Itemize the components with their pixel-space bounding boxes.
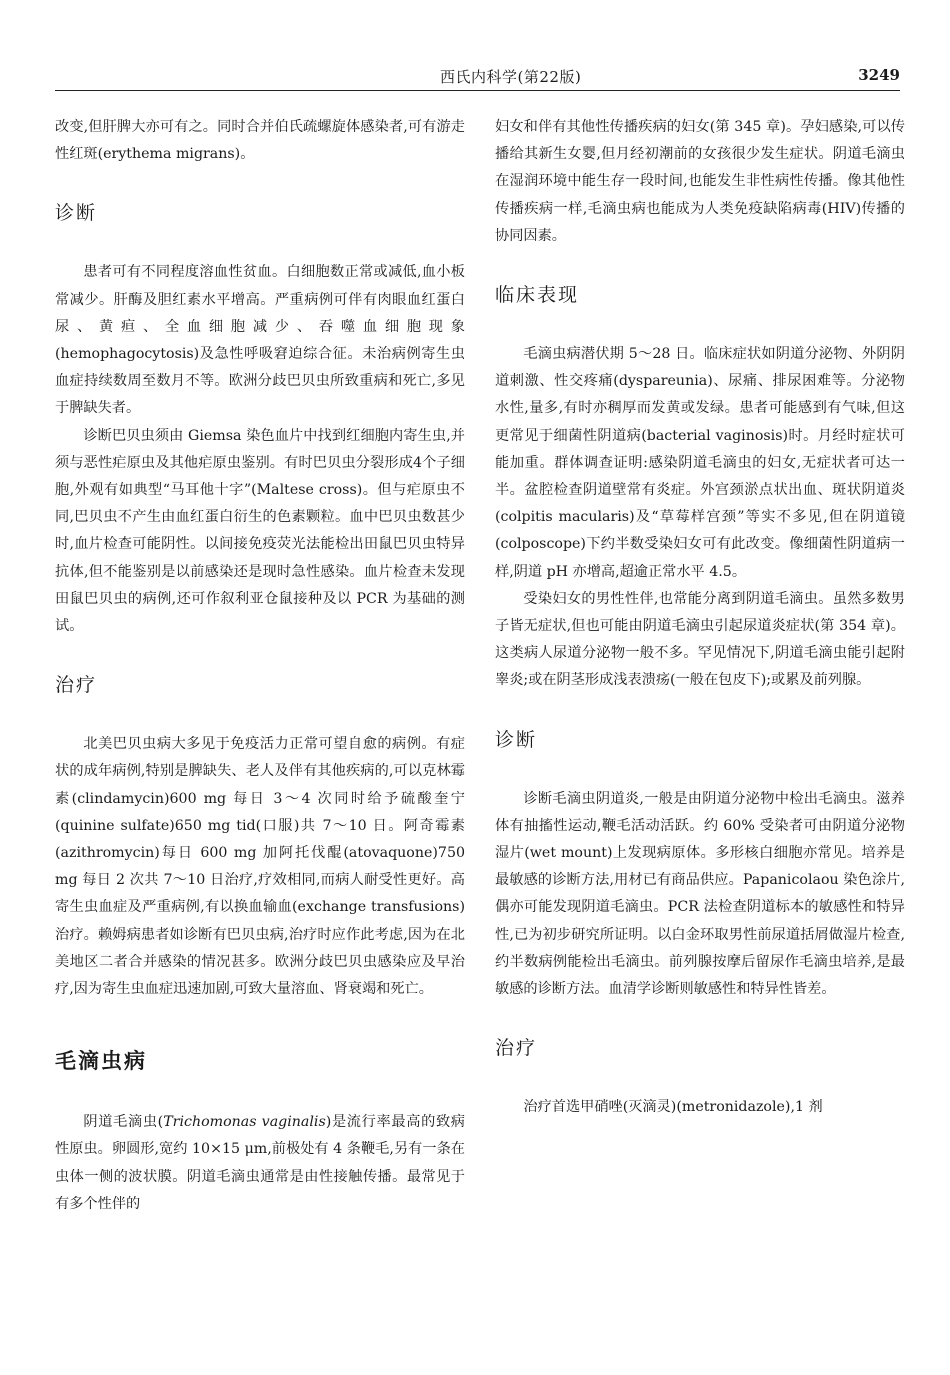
right-column [495, 114, 905, 1121]
babesia-treatment-heading: 治疗 [55, 674, 98, 697]
babesia-diagnosis-heading: 诊断 [55, 202, 98, 225]
page-number: 3249 [858, 66, 900, 84]
trichomoniasis-treatment-paragraph: 治疗首选甲硝唑(灭滴灵)(metronidazole),1 剂 [523, 1099, 823, 1116]
trichomoniasis-diagnosis-paragraph: 诊断毛滴虫阴道炎,一般是由阴道分泌物中检出毛滴虫。滋养体有抽搐性运动,鞭毛活动活跃。约 60% 受染者可由阴道分泌物湿片(wet mount)上发现病原体。多形核白细胞亦常见。培养是最敏感的诊断方法,用材已有商品供应。Papanicolaou 染色涂片,偶亦可能发现阴道毛滴虫。PCR 法检查阴道标本的敏感性和特异性,已为初步研究所证明。以白金环取男性前尿道括屑做湿片检查,约半数病例能检出毛滴虫。前列腺按摩后留尿作毛滴虫培养,是最敏感的诊断方法。血清学诊断则敏感性和特异性皆差。 [495, 790, 905, 998]
intro-paragraph: 改变,但肝脾大亦可有之。同时合并伯氏疏螺旋体感染者,可有游走性红斑(erythema migrans)。 [55, 119, 465, 163]
trichomoniasis-treatment-heading: 治疗 [495, 1037, 538, 1060]
species-name: Trichomonas vaginalis [163, 1114, 326, 1131]
running-header [55, 66, 900, 88]
clinical-paragraph-1: 毛滴虫病潜伏期 5～28 日。临床症状如阴道分泌物、外阴阴道刺激、性交疼痛(dyspareunia)、尿痛、排尿困难等。分泌物水性,量多,有时亦稠厚而发黄或发绿。患者可能感到有气味,但这更常见于细菌性阴道病(bacterial vaginosis)时。月经时症状可能加重。群体调查证明:感染阴道毛滴虫的妇女,无症状者可达一半。盆腔检查阴道壁常有炎症。外宫颈淤点状出血、斑状阴道炎(colpitis macularis)及“草莓样宫颈”等实不多见,但在阴道镜(colposcope)下约半数受染妇女可有此改变。像细菌性阴道病一样,阴道 pH 亦增高,超逾正常水平 4.5。 [495, 346, 905, 580]
babesia-treatment-paragraph: 北美巴贝虫病大多见于免疫活力正常可望自愈的病例。有症状的成年病例,特别是脾缺失、老人及伴有其他疾病的,可以克林霉素(clindamycin)600 mg 每日 3～4 次同时给予硫酸奎宁(quinine sulfate)650 mg tid(口服)共 7～10 日。阿奇霉素(azithromycin)每日 600 mg 加阿托伐醌(atovaquone)750 mg 每日 2 次共 7～10 日治疗,疗效相同,而病人耐受性更好。高寄生虫血症及严重病例,有以换血输血(exchange transfusions)治疗。赖姆病患者如诊断有巴贝虫病,治疗时应作此考虑,因为在北美地区二者合并感染的情况甚多。欧洲分歧巴贝虫感染应及早治疗,因为寄生虫血症迅速加剧,可致大量溶血、肾衰竭和死亡。 [55, 736, 465, 998]
trichomoniasis-section-title: 毛滴虫病 [55, 1048, 147, 1074]
header-rule [55, 90, 900, 91]
left-column [55, 114, 465, 1218]
babesia-diagnosis-paragraph-2: 诊断巴贝虫须由 Giemsa 染色血片中找到红细胞内寄生虫,并须与恶性疟原虫及其他疟原虫鉴别。有时巴贝虫分裂形成4个子细胞,外观有如典型“马耳他十字”(Maltese cross)。但与疟原虫不同,巴贝虫不产生由血红蛋白衍生的色素颗粒。血中巴贝虫数甚少时,血片检查可能阴性。以间接免疫荧光法能检出田鼠巴贝虫特异抗体,但不能鉴别是以前感染还是现时急性感染。血片检查未发现田鼠巴贝虫的病例,还可作叙利亚仓鼠接种及以 PCR 为基础的测试。 [55, 427, 465, 635]
clinical-features-heading: 临床表现 [495, 284, 580, 307]
trichomoniasis-intro-paragraph: 阴道毛滴虫(Trichomonas vaginalis)是流行率最高的致病性原虫。卵圆形,宽约 10×15 μm,前极处有 4 条鞭毛,另有一条在虫体一侧的波状膜。阴道毛滴虫通常是由性接触传播。最常见于有多个性伴的 [55, 1114, 465, 1212]
trichomoniasis-continued-paragraph: 妇女和伴有其他性传播疾病的妇女(第 345 章)。孕妇感染,可以传播给其新生女婴,但月经初潮前的女孩很少发生症状。阴道毛滴虫在湿润环境中能生存一段时间,也能发生非性病性传播。像其他性传播疾病一样,毛滴虫病也能成为人类免疫缺陷病毒(HIV)传播的协同因素。 [495, 119, 905, 244]
book-title: 西氏内科学(第22版) [440, 68, 582, 86]
clinical-paragraph-2: 受染妇女的男性性伴,也常能分离到阴道毛滴虫。虽然多数男子皆无症状,但也可能由阴道毛滴虫引起尿道炎症状(第 354 章)。这类病人尿道分泌物一般不多。罕见情况下,阴道毛滴虫能引起附睾炎;或在阴茎形成浅表溃疡(一般在包皮下);或累及前列腺。 [495, 590, 905, 689]
babesia-diagnosis-paragraph-1: 患者可有不同程度溶血性贫血。白细胞数正常或减低,血小板常减少。肝酶及胆红素水平增高。严重病例可伴有肉眼血红蛋白尿、黄疸、全血细胞减少、吞噬血细胞现象(hemophagocytosis)及急性呼吸窘迫综合征。未治病例寄生虫血症持续数周至数月不等。欧洲分歧巴贝虫所致重病和死亡,多见于脾缺失者。 [55, 264, 465, 417]
trichomoniasis-diagnosis-heading: 诊断 [495, 728, 538, 751]
